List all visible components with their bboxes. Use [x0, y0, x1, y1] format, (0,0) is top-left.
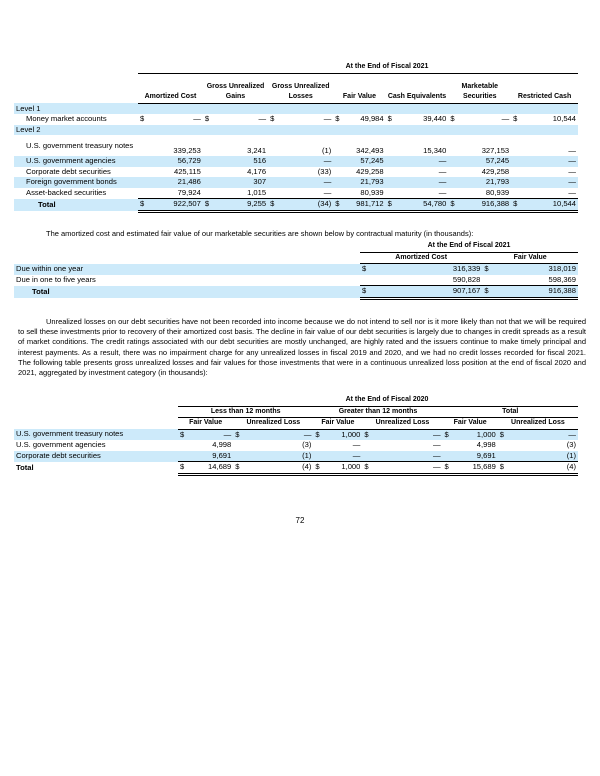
table-row: U.S. government treasury notes 339,253 3,241 (1) 342,493 15,340 327,153 —: [26, 141, 576, 155]
group-less-than-12: Less than 12 months: [178, 406, 313, 418]
table-row: Due in one to five years 590,828 598,369: [16, 274, 576, 284]
table-row: U.S. government treasury notes $ — $ — $ 1,000 $ — $ 1,000 $ —: [16, 429, 576, 439]
col-restricted-cash: Restricted Cash: [511, 73, 578, 103]
total-row: Total $ 907,167 $ 916,388: [14, 286, 578, 299]
maturity-table: [14, 241, 578, 300]
unrealized-loss-table: At the End of Fiscal 2020 Less than 12 months Greater than 12 months Total Fair Value Unrealized Loss Fair Value Unrealized Loss Fair Value Unrealized Loss U.S. government treasury notes $ — $ — $ 1,000 $ — $ 1,000 $ — U.S. government agencies 4,998 (3) — — 4,998 (3) Corporate debt securities 9,691 (1) — — 9,691 (1) Total $ 14,689 $ (4) $ 1,000 $ — $ 15,689 $ (4): [14, 395, 578, 476]
col-fair-value: Fair Value: [482, 252, 578, 264]
col-marketable-securities: Marketable Securities: [448, 73, 511, 103]
table-row: U.S. government agencies 4,998 (3) — — 4,998 (3): [16, 440, 576, 449]
level-1-label: Level 1: [14, 103, 578, 114]
table2-super-header: At the End of Fiscal 2021: [360, 241, 578, 252]
fair-value-table-fiscal-2021: [14, 62, 578, 213]
table-row: Foreign government bonds 21,486 307 — 21,793 — 21,793 —: [14, 177, 578, 188]
table1-super-header: At the End of Fiscal 2021: [138, 62, 578, 73]
group-greater-than-12: Greater than 12 months: [313, 406, 442, 418]
table-row: Due within one year $ 316,339 $ 318,019: [16, 263, 576, 273]
table-row: U.S. government agencies 56,729 516 — 57,245 — 57,245 —: [14, 156, 578, 167]
table3-super-header: At the End of Fiscal 2020: [345, 396, 429, 403]
maturity-intro-text: The amortized cost and estimated fair value of our marketable securities are shown below by contractual maturity (in thousands):: [46, 229, 474, 238]
table-row: Asset-backed securities 79,924 1,015 — 80,939 — 80,939 —: [26, 187, 576, 197]
total-row: Total $ 14,689 $ (4) $ 1,000 $ — $ 15,689 $ (4): [14, 462, 578, 475]
page-number: 72: [295, 516, 305, 525]
unrealized-losses-paragraph: Unrealized losses on our debt securities have not been recorded into income because we do not intend to sell nor is it more likely than not that we will be required to sell these investments prior to recovery of their amortized cost basis. The decline in fair value of our debt securities is largely due to changes in credit spreads as a result of market conditions. The credit ratings associated with our debt securities are mostly unchanged, are highly rated and the issuers continue to make timely principal and interest payments. As a result, there was no impairment charge for any unrealized losses in fiscal 2019 and 2020, and we had no credit losses recorded for fiscal 2021. The following table presents gross unrealized losses and fair values for those investments that were in a continuous unrealized loss position at the end of fiscal 2020 and 2021, aggregated by investment category (in thousands):: [18, 317, 586, 378]
table-row: Money market accounts $ — $ — $ — $ 49,984 $ 39,440 $ — $ 10,544: [26, 114, 576, 123]
col-amortized-cost: Amortized Cost: [138, 73, 203, 103]
col-gross-unrealized-gains: Gross Unrealized Gains: [203, 73, 268, 103]
col-gross-unrealized-losses: Gross Unrealized Losses: [268, 73, 333, 103]
table-row: Corporate debt securities 9,691 (1) — — 9,691 (1): [16, 450, 576, 460]
col-amortized-cost: Amortized Cost: [360, 252, 482, 264]
col-cash-equivalents: Cash Equivalents: [386, 73, 449, 103]
table-row: Corporate debt securities 425,115 4,176 (33) 429,258 — 429,258 —: [26, 166, 576, 176]
level-2-label: Level 2: [14, 125, 578, 136]
group-total: Total: [443, 406, 578, 418]
total-row: Total $ 922,507 $ 9,255 $ (34) $ 981,712 $ 54,780 $ 916,388 $ 10,544: [14, 199, 578, 212]
col-fair-value: Fair Value: [333, 73, 385, 103]
